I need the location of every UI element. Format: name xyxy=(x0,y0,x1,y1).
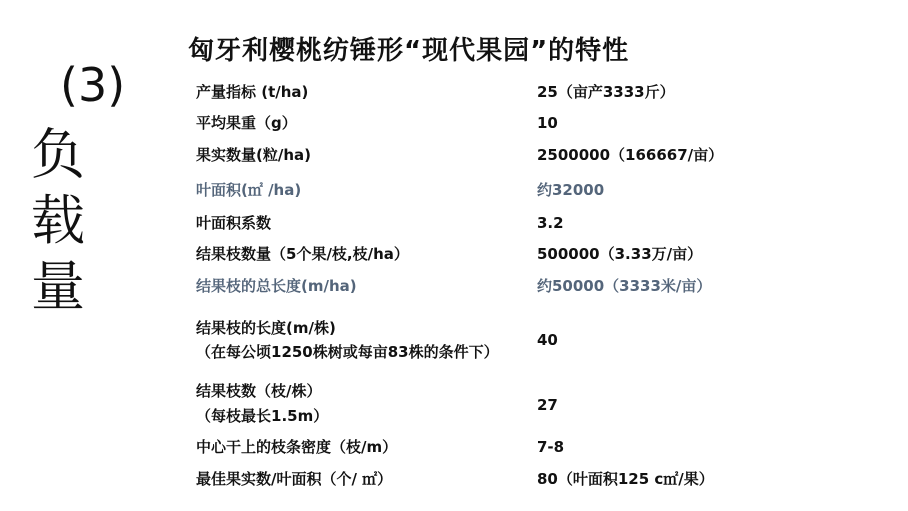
row-label: 结果枝的总长度(m/ha) xyxy=(196,277,357,295)
row-value: 500000（3.33万/亩） xyxy=(537,245,703,263)
row-value: 27 xyxy=(537,396,558,414)
section-label xyxy=(28,122,88,320)
row-value: 3.2 xyxy=(537,214,564,232)
row-value: 约32000 xyxy=(537,181,605,199)
row-value: 2500000（166667/亩） xyxy=(537,146,724,164)
row-label: 结果枝数（枝/株） xyxy=(196,382,322,400)
row-value: 10 xyxy=(537,114,558,132)
row-value: 80（叶面积125 c㎡/果） xyxy=(537,470,714,488)
row-value: 7-8 xyxy=(537,438,565,456)
row-value: 40 xyxy=(537,331,558,349)
row-label: 果实数量(粒/ha) xyxy=(196,146,311,164)
row-label: 结果枝数量（5个果/枝,枝/ha） xyxy=(196,245,409,263)
row-value: 约50000（3333米/亩） xyxy=(537,277,712,295)
section-label-char: 负 xyxy=(31,123,85,186)
row-label: 最佳果实数/叶面积（个/ ㎡） xyxy=(196,470,393,488)
row-label: 产量指标 (t/ha) xyxy=(196,83,309,101)
row-label: 叶面积系数 xyxy=(196,214,272,232)
page-title: 匈牙利樱桃纺锤形“现代果园”的特性 xyxy=(188,36,630,66)
row-label: 结果枝的长度(m/株) xyxy=(196,319,336,337)
row-label: 平均果重（g） xyxy=(196,114,297,132)
row-label-note: （在每公顷1250株树或每亩83株的条件下） xyxy=(196,343,499,361)
row-label: 中心干上的枝条密度（枝/m） xyxy=(196,438,398,456)
section-label-char: 量 xyxy=(31,255,85,318)
row-label: 叶面积(㎡ /ha) xyxy=(196,181,302,199)
row-label-note: （每枝最长1.5m） xyxy=(196,407,329,425)
section-label-char: 载 xyxy=(31,189,85,252)
row-value: 25（亩产3333斤） xyxy=(537,83,675,101)
section-number: (3) xyxy=(60,58,126,112)
